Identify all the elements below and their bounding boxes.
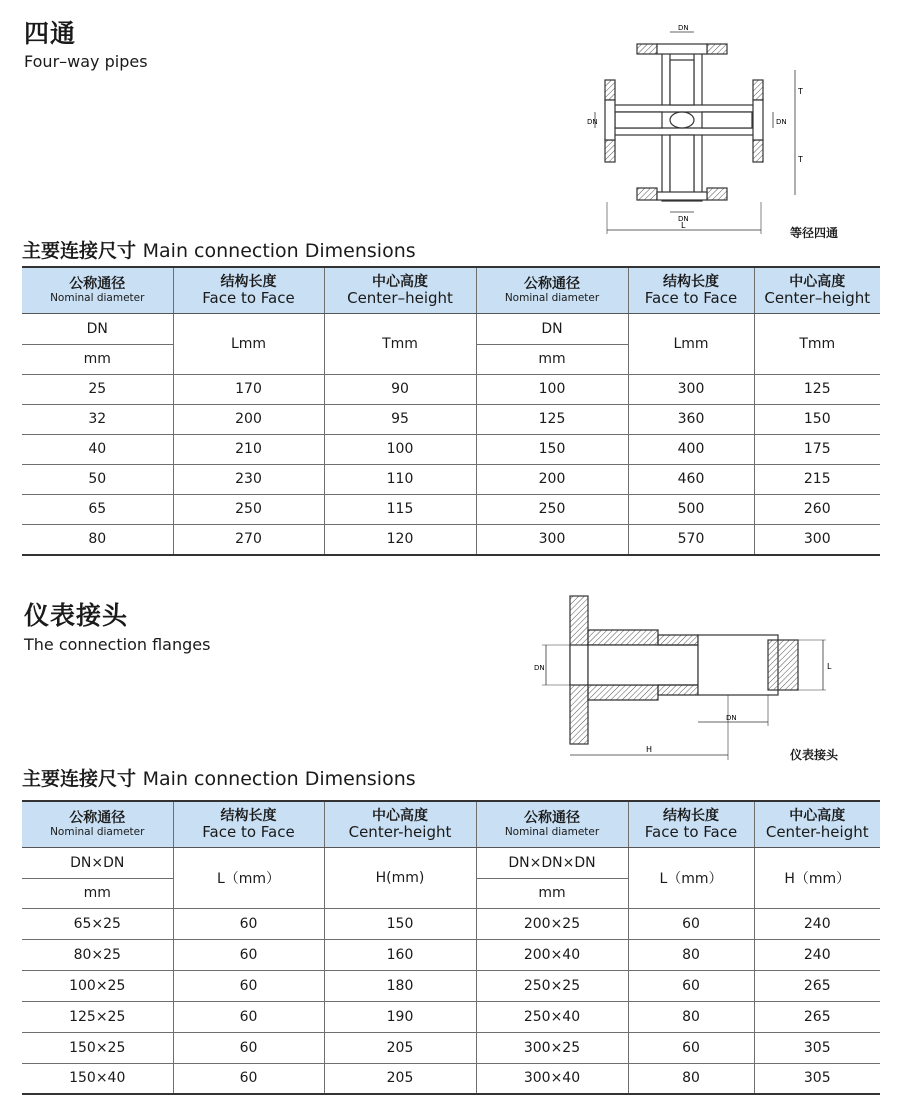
header-cell: 公称通径 Nominal diameter: [22, 267, 173, 313]
header-cell: 中心高度 Center–height: [754, 267, 880, 313]
unit-cell: mm: [22, 344, 173, 374]
cell: 40: [22, 434, 173, 464]
flange-diagram: [528, 590, 848, 765]
cell: 500: [628, 494, 754, 524]
cell: 120: [324, 524, 476, 555]
cell: 240: [754, 939, 880, 970]
cell: 150×40: [22, 1063, 173, 1094]
cell: 60: [173, 908, 324, 939]
header-cell: 中心高度 Center-height: [754, 801, 880, 847]
cell: 265: [754, 1001, 880, 1032]
cell: 125: [754, 374, 880, 404]
cell: 60: [173, 939, 324, 970]
cell: 305: [754, 1063, 880, 1094]
flange-title-en: The connection flanges: [24, 635, 211, 654]
cell: 100×25: [22, 970, 173, 1001]
table-row: [22, 494, 880, 524]
cell: 170: [173, 374, 324, 404]
header-cell: 公称通径 Nominal diameter: [476, 267, 628, 313]
cell: 150: [476, 434, 628, 464]
four-way-diagram: [575, 20, 890, 245]
unit-cell: DN: [22, 313, 173, 344]
four-way-dimensions-table: [22, 266, 880, 556]
table-header-row: [22, 267, 880, 313]
cell: 60: [173, 970, 324, 1001]
header-cell: 结构长度 Face to Face: [173, 267, 324, 313]
unit-cell: Tmm: [754, 313, 880, 374]
four-way-t-upper-label: T: [798, 87, 803, 96]
cell: 110: [324, 464, 476, 494]
cell: 32: [22, 404, 173, 434]
cell: 180: [324, 970, 476, 1001]
four-way-section-cn: 主要连接尺寸: [22, 240, 137, 262]
cell: 80: [628, 1063, 754, 1094]
cell: 250: [173, 494, 324, 524]
cell: 95: [324, 404, 476, 434]
header-cell: 公称通径 Nominal diameter: [22, 801, 173, 847]
cell: 150×25: [22, 1032, 173, 1063]
unit-cell: DN×DN×DN: [476, 847, 628, 878]
flange-l-label: L: [827, 662, 832, 671]
flange-section-cn: 主要连接尺寸: [22, 768, 137, 790]
cell: 240: [754, 908, 880, 939]
cell: 65: [22, 494, 173, 524]
units-row: [22, 847, 880, 878]
cell: 80: [22, 524, 173, 555]
flange-title-cn: 仪表接头: [24, 601, 129, 630]
table-row: [22, 1063, 880, 1094]
four-way-section-en: Main connection Dimensions: [142, 240, 416, 262]
table-header-row: [22, 801, 880, 847]
four-way-title-cn: 四通: [24, 19, 77, 48]
header-cell: 中心高度 Center–height: [324, 267, 476, 313]
flange-diagram-caption: 仪表接头: [790, 748, 839, 762]
cell: 160: [324, 939, 476, 970]
header-cell: 中心高度 Center-height: [324, 801, 476, 847]
cell: 360: [628, 404, 754, 434]
four-way-dn-right-label: DN: [776, 118, 787, 126]
cell: 270: [173, 524, 324, 555]
unit-cell: H(mm): [324, 847, 476, 908]
table-row: [22, 404, 880, 434]
unit-cell: mm: [476, 878, 628, 908]
table-row: [22, 1001, 880, 1032]
units-row: [22, 313, 880, 344]
cell: 175: [754, 434, 880, 464]
cell: 60: [173, 1032, 324, 1063]
cell: 260: [754, 494, 880, 524]
cell: 300: [754, 524, 880, 555]
cell: 300×25: [476, 1032, 628, 1063]
unit-cell: mm: [476, 344, 628, 374]
cell: 305: [754, 1032, 880, 1063]
unit-cell: Lmm: [628, 313, 754, 374]
cell: 250: [476, 494, 628, 524]
cell: 200×25: [476, 908, 628, 939]
header-cell: 公称通径 Nominal diameter: [476, 801, 628, 847]
cell: 115: [324, 494, 476, 524]
flange-h-label: H: [646, 745, 653, 754]
cell: 25: [22, 374, 173, 404]
four-way-section-heading: [22, 236, 416, 263]
cell: 400: [628, 434, 754, 464]
cell: 570: [628, 524, 754, 555]
flange-dimensions-table: [22, 800, 880, 1095]
cell: 65×25: [22, 908, 173, 939]
unit-cell: L（mm）: [173, 847, 324, 908]
four-way-l-label: L: [681, 221, 686, 230]
table-row: [22, 939, 880, 970]
four-way-diagram-caption: 等径四通: [790, 226, 839, 240]
unit-cell: DN: [476, 313, 628, 344]
four-way-dn-top-label: DN: [678, 24, 689, 32]
cell: 60: [628, 1032, 754, 1063]
flange-dn-left-label: DN: [534, 664, 545, 672]
table-row: [22, 464, 880, 494]
flange-section-en: Main connection Dimensions: [142, 768, 416, 790]
cell: 200: [476, 464, 628, 494]
unit-cell: mm: [22, 878, 173, 908]
four-way-title-en: Four–way pipes: [24, 52, 148, 71]
cell: 300: [628, 374, 754, 404]
cell: 60: [628, 908, 754, 939]
cell: 90: [324, 374, 476, 404]
cell: 50: [22, 464, 173, 494]
header-cell: 结构长度 Face to Face: [628, 267, 754, 313]
table-row: [22, 374, 880, 404]
cell: 205: [324, 1063, 476, 1094]
cell: 80×25: [22, 939, 173, 970]
cell: 150: [324, 908, 476, 939]
cell: 205: [324, 1032, 476, 1063]
table-row: [22, 434, 880, 464]
unit-cell: H（mm）: [754, 847, 880, 908]
cell: 250×40: [476, 1001, 628, 1032]
cell: 80: [628, 1001, 754, 1032]
table-row: [22, 908, 880, 939]
header-cell: 结构长度 Face to Face: [628, 801, 754, 847]
cell: 230: [173, 464, 324, 494]
cell: 460: [628, 464, 754, 494]
four-way-dn-left-label: DN: [587, 118, 598, 126]
cell: 265: [754, 970, 880, 1001]
cell: 60: [173, 1001, 324, 1032]
cell: 100: [324, 434, 476, 464]
cell: 125: [476, 404, 628, 434]
cell: 100: [476, 374, 628, 404]
cell: 60: [628, 970, 754, 1001]
unit-cell: DN×DN: [22, 847, 173, 878]
unit-cell: L（mm）: [628, 847, 754, 908]
four-way-t-lower-label: T: [798, 155, 803, 164]
four-way-dn-bottom-label: DN: [678, 215, 689, 223]
cell: 190: [324, 1001, 476, 1032]
header-cell: 结构长度 Face to Face: [173, 801, 324, 847]
cell: 250×25: [476, 970, 628, 1001]
cell: 210: [173, 434, 324, 464]
unit-cell: Lmm: [173, 313, 324, 374]
cell: 300×40: [476, 1063, 628, 1094]
table-row: [22, 970, 880, 1001]
cell: 200×40: [476, 939, 628, 970]
flange-section-heading: [22, 764, 416, 791]
cell: 80: [628, 939, 754, 970]
cell: 150: [754, 404, 880, 434]
table-row: [22, 1032, 880, 1063]
cell: 215: [754, 464, 880, 494]
cell: 60: [173, 1063, 324, 1094]
unit-cell: Tmm: [324, 313, 476, 374]
cell: 200: [173, 404, 324, 434]
cell: 125×25: [22, 1001, 173, 1032]
table-row: [22, 524, 880, 555]
flange-dn-bottom-label: DN: [726, 714, 737, 722]
cell: 300: [476, 524, 628, 555]
